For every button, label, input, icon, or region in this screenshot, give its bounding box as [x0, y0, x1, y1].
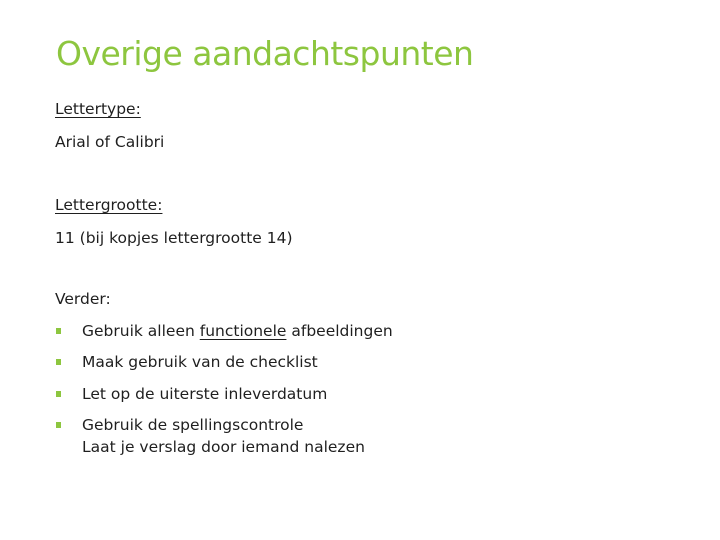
list-item-text: Gebruik de spellingscontrole [82, 416, 304, 434]
square-bullet-icon [56, 391, 61, 397]
list-item-continuation: Laat je verslag door iemand nalezen [82, 438, 365, 456]
more-heading: Verder: [55, 290, 111, 308]
underlined-word: functionele [199, 322, 287, 340]
square-bullet-icon [56, 422, 61, 428]
font-heading: Lettertype: [55, 100, 141, 118]
slide-title: Overige aandachtspunten [56, 34, 474, 73]
size-value: 11 (bij kopjes lettergrootte 14) [55, 229, 293, 247]
list-item-text-start: Gebruik alleen [82, 322, 200, 340]
font-value: Arial of Calibri [55, 133, 165, 151]
list-item-text [82, 320, 393, 342]
list-item-text: Let op de uiterste inleverdatum [82, 385, 328, 403]
size-heading: Lettergrootte: [55, 196, 163, 214]
square-bullet-icon [56, 328, 61, 334]
list-item-text-end: afbeeldingen [286, 322, 393, 340]
list-item-text: Maak gebruik van de checklist [82, 353, 318, 371]
square-bullet-icon [56, 359, 61, 365]
